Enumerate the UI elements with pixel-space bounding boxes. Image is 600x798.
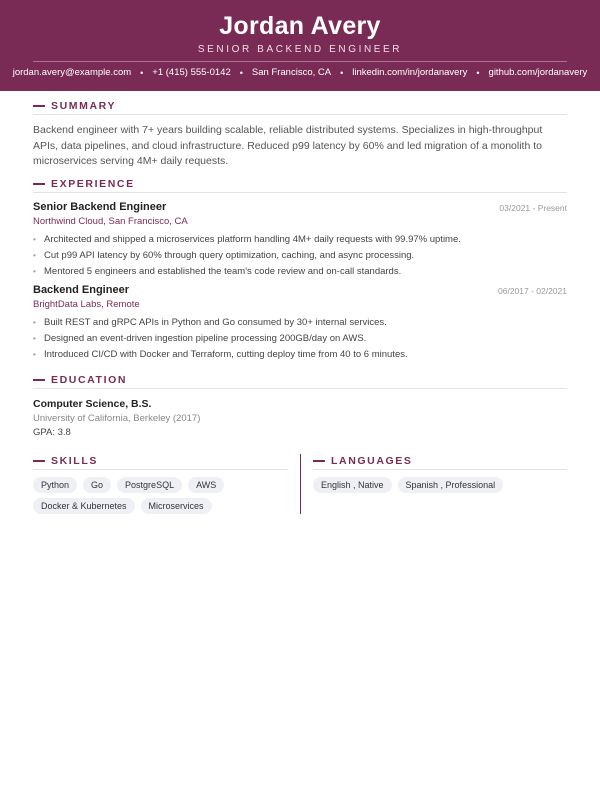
education-entry [33,398,567,438]
skill-tag: Go [83,477,111,493]
contact-location: San Francisco, CA [251,67,332,78]
job-bullet: • Built REST and gRPC APIs in Python and Go consumed by 30+ internal services. [33,315,567,331]
contact-separator: • [340,67,344,78]
heading-accent-dash [33,460,45,462]
candidate-role: SENIOR BACKEND ENGINEER [197,44,403,55]
skill-tag: PostgreSQL [117,477,182,493]
skills-heading: SKILLS [51,454,98,467]
skill-tag: Docker & Kubernetes [33,498,135,514]
heading-accent-dash [313,460,325,462]
heading-accent-dash [33,105,45,107]
skill-tag: Microservices [141,498,212,514]
job-title: Backend Engineer [33,284,129,296]
language-tag: Spanish , Professional [398,477,504,493]
languages-section-heading [313,454,567,470]
languages-list [313,477,567,493]
column-divider [300,454,301,514]
contact-github[interactable]: github.com/jordanavery [488,67,588,78]
job-bullet: • Architected and shipped a microservices platform handling 4M+ daily requests with 99.97% uptime. [33,232,567,248]
job-bullets [33,232,567,280]
job-entry [33,284,567,363]
language-tag: English , Native [313,477,392,493]
job-dates: 03/2021 - Present [499,203,567,213]
summary-heading: SUMMARY [51,99,117,112]
education-heading: EDUCATION [51,373,128,386]
heading-accent-dash [33,379,45,381]
experience-section-heading [33,177,567,193]
contact-separator: • [476,67,480,78]
job-company: BrightData Labs, Remote [33,299,140,310]
summary-text: Backend engineer with 7+ years building scalable, reliable distributed systems. Specializes in high-throughput APIs, data pipelines, and cloud infrastructure. Reduced p99 latency by 60% and led migration of a monolith to microservices serving 4M+ daily requests. [33,124,543,167]
job-bullet: • Cut p99 API latency by 60% through query optimization, caching, and async processing. [33,248,567,264]
job-bullet: • Designed an event-driven ingestion pipeline processing 200GB/day on AWS. [33,331,567,347]
education-school: University of California, Berkeley (2017) [33,413,201,424]
job-company: Northwind Cloud, San Francisco, CA [33,216,188,227]
education-gpa: GPA: 3.8 [33,427,71,438]
job-title: Senior Backend Engineer [33,201,167,213]
education-degree: Computer Science, B.S. [33,398,152,410]
job-bullet: • Introduced CI/CD with Docker and Terraform, cutting deploy time from 40 to 6 minutes. [33,347,567,363]
job-bullet: • Mentored 5 engineers and established the team's code review and on-call standards. [33,264,567,280]
header-divider [33,61,567,62]
contact-email[interactable]: jordan.avery@example.com [12,67,132,78]
contact-separator: • [140,67,144,78]
contact-separator: • [239,67,243,78]
skills-section-heading [33,454,288,470]
job-bullets [33,315,567,363]
job-entry [33,201,567,280]
heading-accent-dash [33,183,45,185]
contact-bar [0,67,600,78]
skill-tag: AWS [188,477,224,493]
candidate-name: Jordan Avery [219,12,381,40]
resume-header [0,0,600,91]
summary-section-heading [33,99,567,115]
skill-tag: Python [33,477,77,493]
job-dates: 06/2017 - 02/2021 [497,286,567,296]
education-section-heading [33,373,567,389]
contact-phone[interactable]: +1 (415) 555-0142 [152,67,231,78]
skills-list [33,477,288,514]
experience-heading: EXPERIENCE [51,177,135,190]
languages-heading: LANGUAGES [331,454,413,467]
contact-linkedin[interactable]: linkedin.com/in/jordanavery [352,67,468,78]
